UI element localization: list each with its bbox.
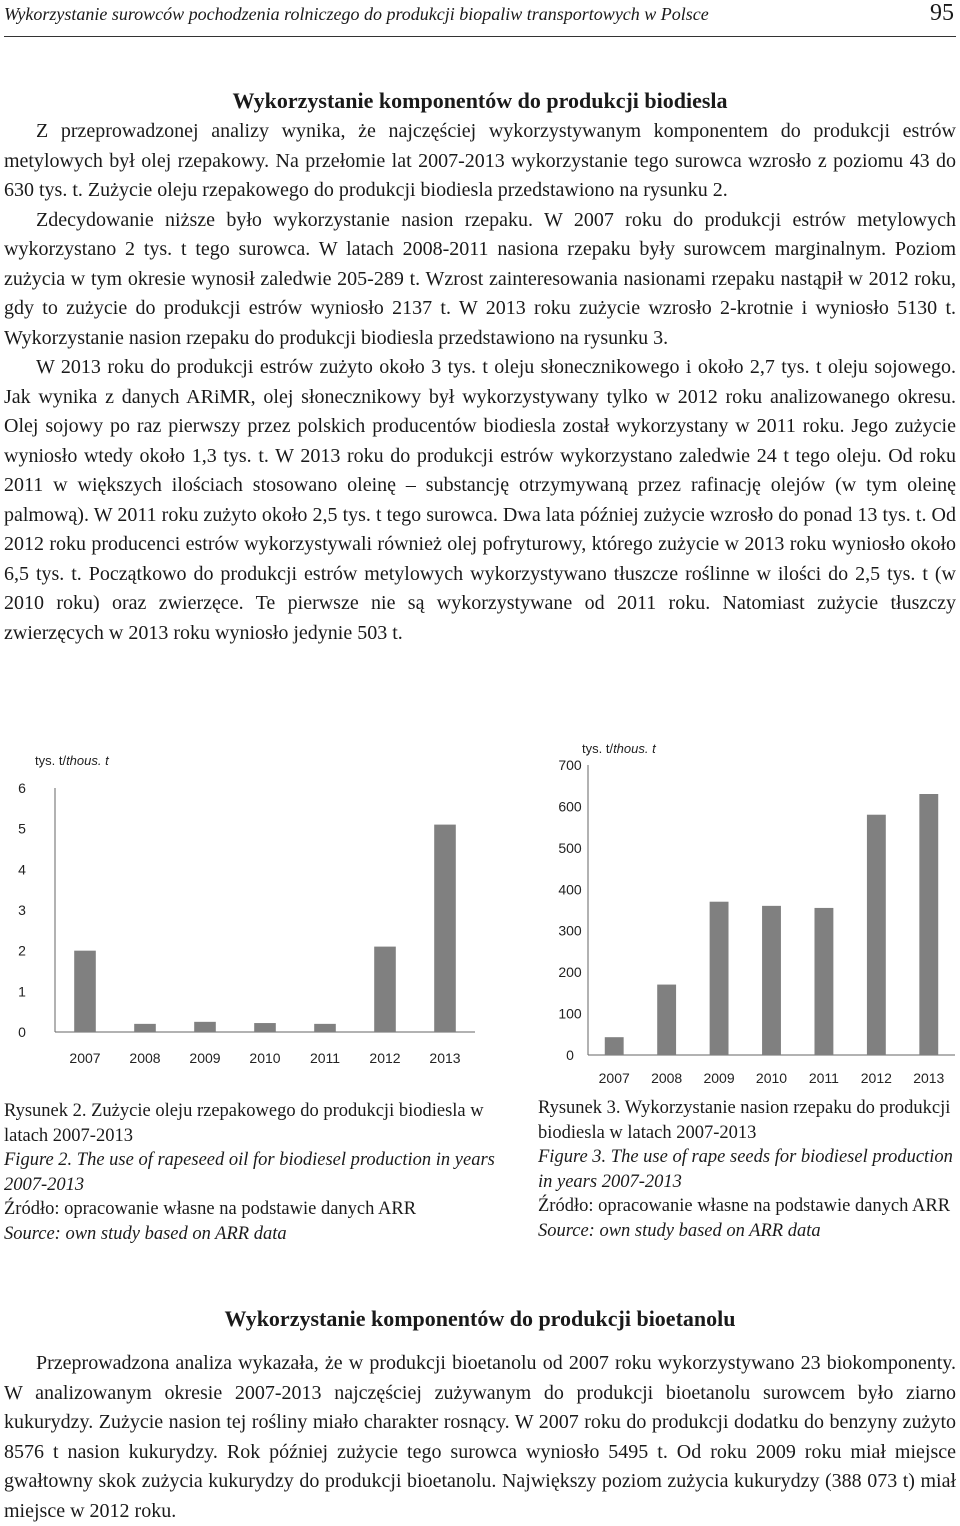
bar: [657, 985, 676, 1055]
bar: [919, 794, 938, 1055]
bar: [134, 1024, 156, 1032]
y-tick-label: 4: [18, 861, 26, 878]
running-header: [4, 0, 956, 37]
y-tick-label: 600: [558, 798, 582, 815]
running-header-title: Wykorzystanie surowców pochodzenia rolniczego do produkcji biopaliw transportowych w Polsce: [4, 4, 709, 24]
figure-2-caption-pl: Rysunek 2. Zużycie oleju rzepakowego do produkcji biodiesla w latach 2007-2013: [4, 1101, 484, 1146]
figure-3-chart: [530, 735, 960, 1095]
bar: [314, 1024, 336, 1032]
x-tick-label: 2007: [598, 1070, 630, 1086]
figure-2-source-pl: Źródło: opracowanie własne na podstawie danych ARR: [4, 1199, 417, 1219]
x-tick-label: 2012: [369, 1050, 401, 1066]
x-tick-label: 2010: [755, 1070, 788, 1086]
bar: [605, 1037, 624, 1055]
y-tick-label: 3: [18, 902, 26, 918]
section-body-biodiesel: [4, 117, 956, 648]
section-heading-bioethanol: Wykorzystanie komponentów do produkcji bioetanolu: [224, 1306, 736, 1331]
figure-3-svg: [530, 735, 960, 1095]
x-tick-label: 2011: [808, 1070, 839, 1086]
y-unit-label: [582, 741, 657, 756]
y-tick-label: 300: [558, 922, 582, 939]
bar: [762, 906, 781, 1055]
y-tick-label: 0: [18, 1024, 26, 1040]
figure-2-caption-en: Figure 2. The use of rapeseed oil for biodiesel production in years 2007-2013: [4, 1150, 495, 1195]
paragraph: Zdecydowanie niższe było wykorzystanie nasion rzepaku. W 2007 roku do produkcji estrów metylowych wykorzystano 2 tys. t tego surowca. W latach 2008-2011 nasiona rzepaku były surowcem marginalnym. Poziom zużycia w tym okresie wynosił zaledwie 205-289 t. Wzrost zainteresowania nasionami rzepaku nastąpił w 2012 roku, gdy to zużycie do produkcji estrów wyniosło 2137 t. W 2013 roku zużycie wzrosło 2-krotnie i wyniosło 5130 t. Wykorzystanie nasion rzepaku do produkcji biodiesla przedstawiono na rysunku 3.: [4, 208, 956, 349]
paragraph: W 2013 roku do produkcji estrów zużyto około 3 tys. t oleju słonecznikowego i około 2,7 tys. t oleju sojowego. Jak wynika z danych ARiMR, olej słonecznikowy był wykorzystywany tylko w 2012 roku analizowanego okresu. Olej sojowy po raz pierwszy przez polskich producentów biodiesla został wykorzystany w 2011 roku. Jego zużycie wyniosło wtedy około 1,3 tys. t. W 2013 roku do produkcji estrów wykorzystano zaledwie 24 t tego oleju. Od roku 2011 w większych ilościach stosowano oleinę – substancję otrzymywaną przez rafinację olejów (w tym oleinę palmową). W 2011 roku zużyto około 2,5 tys. t tego surowca. Dwa lata później zużycie wzrosło do ponad 13 tys. t. Od 2012 roku producenci estrów wykorzystywali również olej pofryturowy, którego zużycie w 2013 roku wyniosło około 6,5 tys. t. Początkowo do produkcji estrów metylowych wykorzystywano tłuszcze roślinne w ilości do 2,5 tys. t (w 2010 roku) oraz zwierzęce. Te pierwsze nie są wykorzystywane od 2011 roku. Natomiast zużycie tłuszczy zwierzęcych w 2013 roku wyniosło jedynie 503 t.: [4, 356, 956, 644]
x-tick-label: 2008: [651, 1070, 683, 1086]
x-tick-label: 2009: [703, 1070, 735, 1086]
figure-2-svg: [0, 745, 480, 1080]
y-tick-label: 500: [558, 839, 582, 856]
figure-2-chart: [0, 745, 480, 1080]
bar: [814, 908, 833, 1055]
figure-3-caption-en: Figure 3. The use of rape seeds for biodiesel production in years 2007-2013: [538, 1147, 953, 1192]
figure-3-source-en: Source: own study based on ARR data: [538, 1220, 821, 1241]
y-tick-label: 5: [18, 820, 26, 837]
x-tick-label: 2011: [309, 1050, 341, 1066]
y-tick-label: 200: [558, 964, 582, 981]
bar: [254, 1023, 276, 1032]
x-tick-label: 2013: [913, 1070, 945, 1086]
y-tick-label: 1: [18, 983, 26, 1000]
bar: [194, 1022, 216, 1032]
y-tick-label: 0: [566, 1047, 574, 1063]
x-tick-label: 2009: [189, 1050, 221, 1066]
figure-3-source-pl: Źródło: opracowanie własne na podstawie danych ARR: [538, 1196, 951, 1216]
y-unit-label-italic: thous. t: [613, 741, 656, 756]
x-tick-label: 2007: [69, 1050, 101, 1066]
figure-2-source-en: Source: own study based on ARR data: [4, 1223, 287, 1244]
paragraph: Przeprowadzona analiza wykazała, że w produkcji bioetanolu od 2007 roku wykorzystywano 23 biokomponenty. W analizowanym okresie 2007-2013 najczęściej zużywanym do produkcji bioetanolu surowcem było ziarno kukurydzy. Zużycie nasion tej rośliny miało charakter rosnący. W 2007 roku do produkcji dodatku do benzyny zużyto 8576 t nasion kukurydzy. Rok później zużycie tego surowca wyniosło 5495 t. Od roku 2009 roku miał miejsce gwałtowny skok zużycia kukurydzy do produkcji bioetanolu. Największy poziom zużycia kukurydzy (388 073 t) miał miejsce w 2012 roku.: [4, 1352, 956, 1522]
y-unit-label: [35, 753, 110, 768]
page-number: 95: [930, 0, 954, 26]
bar: [74, 951, 96, 1032]
y-unit-label-plain: tys. t/: [35, 753, 67, 768]
section-heading-biodiesel: Wykorzystanie komponentów do produkcji biodiesla: [232, 88, 728, 113]
x-tick-label: 2012: [860, 1070, 892, 1086]
figure-3-caption-pl: Rysunek 3. Wykorzystanie nasion rzepaku do produkcji biodiesla w latach 2007-2013: [538, 1098, 951, 1143]
y-tick-label: 400: [558, 881, 582, 898]
bar: [710, 902, 729, 1055]
y-tick-label: 2: [18, 942, 26, 959]
x-tick-label: 2008: [129, 1050, 161, 1066]
bar: [374, 947, 396, 1032]
y-tick-label: 6: [18, 780, 26, 796]
figure-2-caption: [4, 1099, 504, 1246]
x-tick-label: 2010: [249, 1050, 281, 1066]
y-tick-label: 100: [558, 1005, 582, 1022]
y-unit-label-plain: tys. t/: [582, 741, 614, 756]
bar: [434, 825, 456, 1032]
paragraph: Z przeprowadzonej analizy wynika, że najczęściej wykorzystywanym komponentem do produkcji estrów metylowych był olej rzepakowy. Na przełomie lat 2007-2013 wykorzystanie tego surowca wzrosło z poziomu 43 do 630 tys. t. Zużycie oleju rzepakowego do produkcji biodiesla przedstawiono na rysunku 2.: [4, 120, 956, 201]
x-tick-label: 2013: [429, 1050, 461, 1066]
bar: [867, 815, 886, 1055]
y-tick-label: 700: [558, 757, 582, 773]
figure-3-caption: [538, 1096, 958, 1243]
section-body-bioethanol: [4, 1349, 956, 1526]
y-unit-label-italic: thous. t: [66, 753, 109, 768]
